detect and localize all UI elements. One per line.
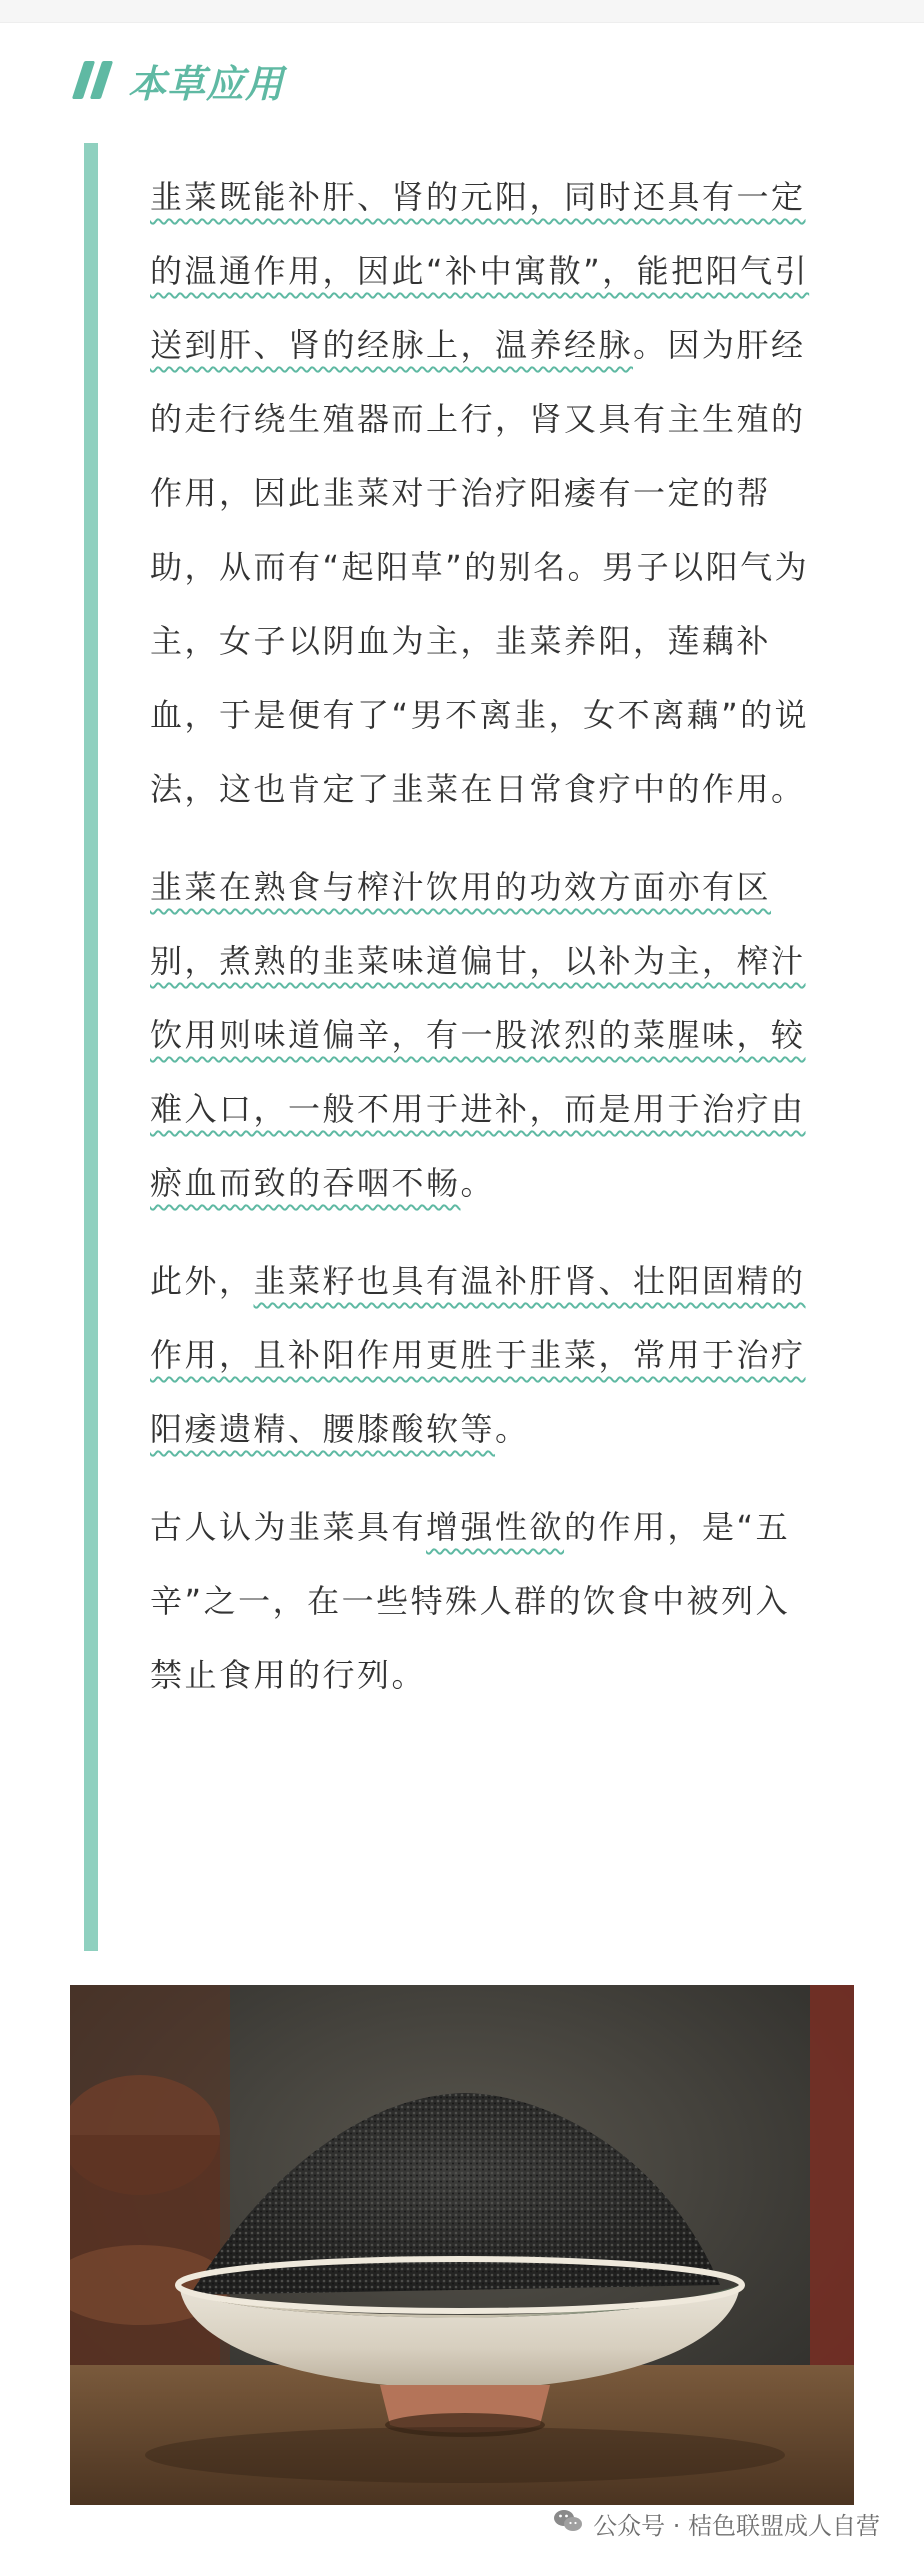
paragraph	[150, 160, 810, 826]
article-body	[150, 160, 810, 1736]
chive-seeds-bowl-image	[70, 1985, 854, 2505]
section-header	[78, 50, 284, 110]
underlined-text: 增强性欲	[426, 1508, 565, 1546]
text-segment: 。	[495, 1410, 530, 1448]
section-title: 本草应用	[128, 61, 285, 106]
text-segment: 。因为肝经的走行绕生殖器而上行，肾又具有主生殖的作用，因此韭菜对于治疗阳痿有一定的帮助，从而有“起阳草”的别名。男子以阳气为主，女子以阴血为主，韭菜养阳，莲藕补血，于是便有了“男不离韭，女不离藕”的说法，这也肯定了韭菜在日常食疗中的作用。	[150, 326, 810, 808]
text-segment: 古人认为韭菜具有	[150, 1508, 427, 1546]
wechat-icon	[553, 2508, 583, 2540]
chive-seed-photo	[70, 1985, 854, 2505]
quote-bar	[84, 143, 98, 1951]
underlined-text: 韭菜籽也具有温补肝肾、壮阳固精的作用，且补阳作用更胜于韭菜，常用于治疗阳痿遗精、腰膝酸软等	[150, 1262, 806, 1448]
paragraph	[150, 1244, 810, 1466]
paragraph	[150, 850, 810, 1220]
watermark	[553, 2506, 880, 2541]
top-divider	[0, 0, 924, 23]
paragraph	[150, 1490, 810, 1712]
text-segment: 。	[460, 1164, 496, 1202]
underlined-text: 韭菜在熟食与榨汁饮用的功效方面亦有区别，煮熟的韭菜味道偏甘，以补为主，榨汁饮用则味道偏辛，有一股浓烈的菜腥味，较难入口，一般不用于进补，而是用于治疗由瘀血而致的吞咽不畅	[150, 868, 806, 1202]
text-segment: 的作用，是“五辛”之一，在一些特殊人群的饮食中被列入禁止食用的行列。	[150, 1508, 791, 1694]
text-segment: 此外，	[150, 1262, 254, 1300]
section-marks-icon	[78, 61, 114, 99]
watermark-text: 公众号 · 桔色联盟成人自营	[593, 2512, 880, 2540]
underlined-text: 韭菜既能补肝、肾的元阳，同时还具有一定的温通作用，因此“补中寓散”，能把阳气引送到肝、肾的经脉上，温养经脉	[150, 178, 810, 364]
